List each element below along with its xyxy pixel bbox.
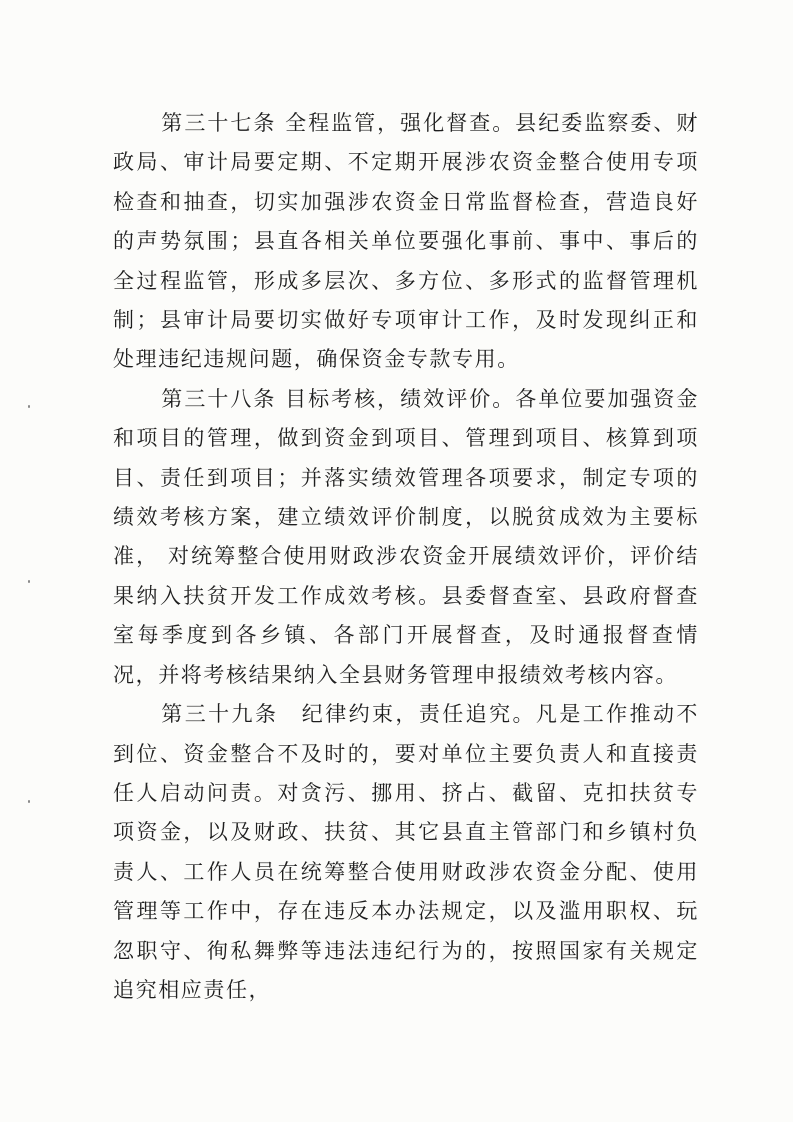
article-38-paragraph: 第三十八条 目标考核，绩效评价。各单位要加强资金和项目的管理，做到资金到项目、管理到项目、核算到项目、责任到项目；并落实绩效管理各项要求，制定专项的绩效考核方案，建立绩效评价制度，以脱贫成效为主要标准， 对统筹整合使用财政涉农资金开展绩效评价，评价结果纳入扶贫开发工作成效考核。县委督查室、县政府督查室每季度到各乡镇、各部门开展督查，及时通报督查情况，并将考核结果纳入全县财务管理申报绩效考核内容。 [113,386,699,687]
scan-speck [28,580,30,583]
document-body [113,104,699,1010]
article-39-paragraph: 第三十九条 纪律约束，责任追究。凡是工作推动不到位、资金整合不及时的，要对单位主要负责人和直接责任人启动问责。对贪污、挪用、挤占、截留、克扣扶贫专项资金，以及财政、扶贫、其它县直主管部门和乡镇村负责人、工作人员在统筹整合使用财政涉农资金分配、使用管理等工作中，存在违反本办法规定，以及滥用职权、玩忽职守、徇私舞弊等违法违纪行为的，按照国家有关规定追究相应责任， [113,702,699,1002]
scan-speck [28,405,30,408]
article-37-paragraph: 第三十七条 全程监管，强化督查。县纪委监察委、财政局、审计局要定期、不定期开展涉农资金整合使用专项检查和抽查，切实加强涉农资金日常监督检查，营造良好的声势氛围；县直各相关单位要强化事前、事中、事后的全过程监管，形成多层次、多方位、多形式的监督管理机制；县审计局要切实做好专项审计工作，及时发现纠正和处理违纪违规问题，确保资金专款专用。 [113,111,699,372]
scan-speck [28,800,30,803]
